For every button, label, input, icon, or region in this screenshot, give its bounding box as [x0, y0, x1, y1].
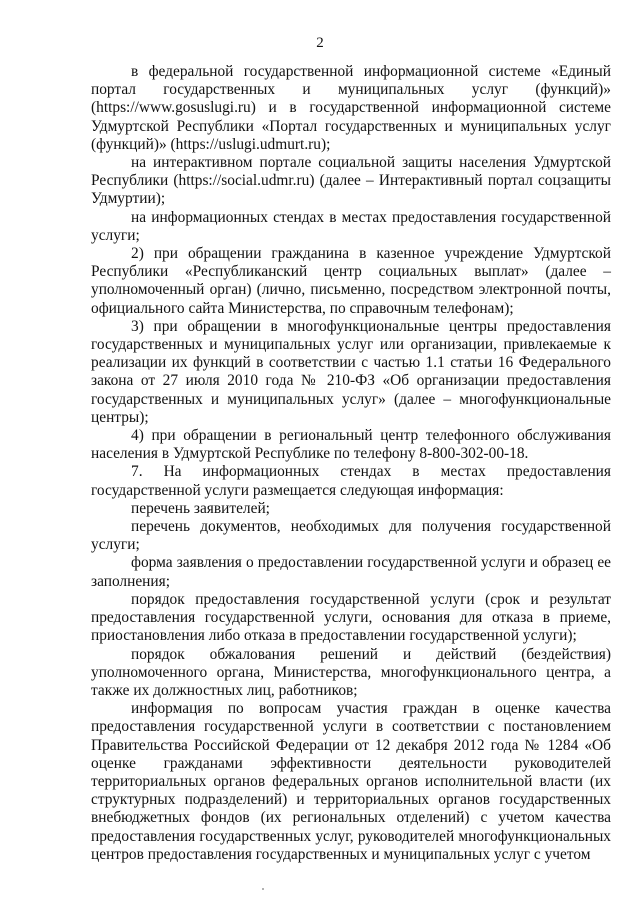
- paragraph-item-2: 2) при обращении гражданина в казенное учреждение Удмуртской Республики «Республиканский центр социальных выплат» (далее – уполномоченный орган) (лично, письменно, посредством электронной почты, официального сайта Министерства, по справочным телефонам);: [91, 245, 611, 317]
- paragraph-appeal-procedure: порядок обжалования решений и действий (бездействия) уполномоченного органа, Министерства, многофункционального центра, а также их должностных лиц, работников;: [91, 645, 611, 699]
- paragraph-section-7: 7. На информационных стендах в местах предоставления государственной услуги размещается следующая информация:: [91, 463, 611, 499]
- paragraph-item-4: 4) при обращении в региональный центр телефонного обслуживания населения в Удмуртской Республике по телефону 8-800-302-00-18.: [91, 427, 611, 463]
- paragraph-service-procedure: порядок предоставления государственной услуги (срок и результат предоставления государственной услуги, основания для отказа в приеме, приостановления либо отказа в предоставлении государственной услуги);: [91, 590, 611, 645]
- paragraph-social-portal: на интерактивном портале социальной защиты населения Удмуртской Республики (https://social.udmr.ru) (далее – Интерактивный портал соцзащиты Удмуртии);: [91, 154, 611, 208]
- page-number: 2: [316, 35, 324, 51]
- paragraph-info-stands: на информационных стендах в местах предоставления государственной услуги;: [91, 208, 611, 244]
- paragraph-applicants-list: перечень заявителей;: [131, 499, 270, 517]
- paragraph-item-3: 3) при обращении в многофункциональные центры предоставления государственных и муниципальных услуг или организации, привлекаемые к реализации их функций в соответствии с частью 1.1 статьи 16 Федерального закона от 27 июля 2010 года № 210-ФЗ «Об организации предоставления государственных и муниципальных услуг» (далее – многофункциональные центры);: [91, 317, 611, 426]
- document-body: [91, 63, 611, 864]
- paragraph-application-form: форма заявления о предоставлении государственной услуги и образец ее заполнения;: [91, 554, 611, 590]
- paragraph-quality-assessment: информация по вопросам участия граждан в оценке качества предоставления государственной услуги в соответствии с постановлением Правительства Российской Федерации от 12 декабря 2012 года № 1284 «Об оценке гражданами эффективности деятельности руководителей территориальных органов федеральных органов исполнительной власти (их структурных подразделений) и территориальных органов государственных внебюджетных фондов (их региональных отделений) с учетом качества предоставления государственных услуг, руководителей многофункциональных центров предоставления государственных и муниципальных услуг с учетом: [91, 700, 611, 863]
- paragraph-documents-list: перечень документов, необходимых для получения государственной услуги;: [91, 518, 611, 554]
- paragraph-epgu-portal: в федеральной государственной информационной системе «Единый портал государственных и муниципальных услуг (функций)» (https://www.gosuslugi.ru) и в государственной информационной системе Удмуртской Республики «Портал государственных и муниципальных услуг (функций)» (https://uslugi.udmurt.ru);: [91, 63, 611, 153]
- scan-speck: [262, 888, 264, 890]
